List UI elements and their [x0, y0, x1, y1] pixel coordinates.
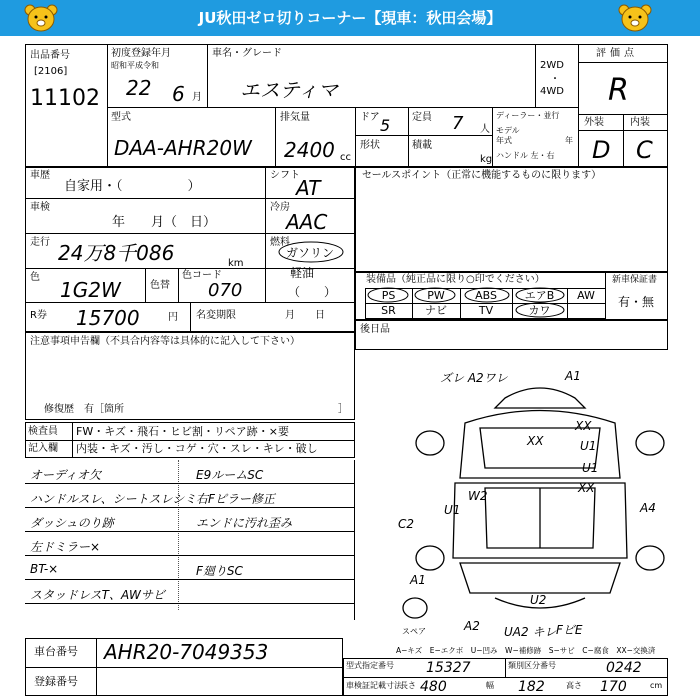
- fuel-other: （ ）: [288, 285, 337, 299]
- type-no-value: 15327: [426, 660, 471, 676]
- category-value: 0242: [606, 660, 642, 676]
- color-value: 1G2W: [60, 278, 121, 302]
- diagram-mark: A4: [640, 501, 656, 515]
- car-name-value: エスティマ: [240, 78, 338, 102]
- inspection-value: 年 月（ 日）: [112, 215, 217, 230]
- history-label: 車歴: [30, 170, 50, 181]
- diagram-mark: U1: [444, 503, 461, 517]
- capacity-unit: 人: [480, 124, 490, 135]
- bear-logo-icon: [618, 3, 652, 33]
- recycle-label: R券: [30, 310, 47, 321]
- diagram-mark: A1: [565, 369, 581, 383]
- header-title: JU秋田ゼロ切りコーナー【現車：秋田会場】: [198, 9, 502, 27]
- equip-abs: ABS: [475, 289, 497, 302]
- lot-label: 出品番号: [30, 50, 70, 61]
- inspector-label2: 記入欄: [28, 443, 58, 454]
- doors-value: 5: [380, 116, 391, 135]
- diagram-mark: XX: [575, 419, 592, 433]
- remark-left: オーディオ欠: [30, 468, 102, 482]
- equip-leather: カワ: [528, 304, 551, 317]
- load-unit: kg: [480, 154, 493, 165]
- diagram-mark: U1: [582, 461, 599, 475]
- capacity-label: 定員: [412, 112, 432, 123]
- width-value: 182: [518, 679, 545, 695]
- sales-point-label: セールスポイント（正常に機能するものに限ります）: [362, 170, 602, 181]
- first-reg-year: 22: [126, 76, 152, 100]
- remark-left: 左ドミラー×: [30, 540, 101, 554]
- drive-dot: ・: [550, 74, 560, 85]
- bear-logo-icon: [24, 3, 58, 33]
- sales-point-box: [355, 167, 668, 272]
- color-swap-label: 色替: [150, 280, 170, 291]
- diagram-mark: U1: [580, 439, 597, 453]
- remark-left: BT-×: [30, 562, 59, 576]
- inspector-line2: 内装・キズ・汚し・コゲ・穴・スレ・キレ・破し: [76, 442, 318, 455]
- spare-label: スペア: [402, 627, 426, 636]
- month-unit: 月: [192, 92, 202, 103]
- name-change-label: 名変期限: [196, 310, 236, 321]
- remark-left: ダッシュのり跡: [30, 516, 114, 530]
- name-change-value: 月 日: [285, 310, 325, 321]
- chassis-label: 車台番号: [34, 645, 78, 658]
- diagram-mark: XX: [527, 434, 544, 448]
- chassis-value: AHR20-7049353: [104, 640, 269, 664]
- handle-label: ハンドル 左・右: [496, 151, 555, 160]
- model-value: DAA-AHR20W: [114, 136, 252, 160]
- height-value: 170: [600, 679, 627, 695]
- remark-right: エンドに汚れ歪み: [196, 516, 293, 530]
- cooling-value: AAC: [286, 210, 328, 234]
- fuel-circle-mark: [276, 240, 346, 264]
- grade-value: R: [608, 73, 629, 108]
- width-label: 幅: [486, 681, 494, 690]
- equip-aw: AW: [577, 289, 595, 302]
- diagram-mark: FビE: [556, 623, 583, 637]
- drive-4wd: 4WD: [540, 86, 564, 97]
- inspector-label: 検査員: [28, 426, 58, 437]
- fuel-gas: ガソリン: [286, 246, 335, 260]
- size-unit: cm: [650, 681, 663, 690]
- first-reg-month: 6: [172, 82, 185, 106]
- int-value: C: [636, 136, 653, 164]
- remark-right: 右Fピラー修正: [196, 492, 275, 506]
- cooling-label: 冷房: [270, 202, 290, 213]
- mileage-label: 走行: [30, 237, 50, 248]
- dealer-label: ディーラー・並行: [496, 111, 560, 120]
- model-year-label: モデル: [496, 126, 520, 135]
- size-label: 車検証記載寸法: [346, 681, 402, 690]
- inspector-line1: FW・キズ・飛石・ヒビ割・リペア跡・×要: [76, 425, 289, 438]
- height-label: 高さ: [566, 681, 582, 690]
- remark-left: ハンドルスレ、シートスレシミ: [30, 492, 197, 506]
- displacement-label: 排気量: [280, 112, 310, 123]
- equip-sr: SR: [381, 304, 396, 317]
- length-value: 480: [420, 679, 447, 695]
- equip-ps: PS: [381, 289, 396, 302]
- lot-sub: [2106]: [34, 66, 68, 77]
- car-name-label: 車名・グレード: [212, 48, 282, 59]
- seats-box: [355, 320, 668, 350]
- capacity-value: 7: [452, 113, 464, 134]
- remark-right: F廻りSC: [196, 564, 243, 578]
- equip-navi: ナビ: [425, 304, 447, 317]
- seats-label: 後日品: [360, 324, 390, 335]
- equip-airbag: エアB: [524, 289, 555, 302]
- inspection-label: 車検: [30, 202, 50, 213]
- mileage-unit: km: [228, 258, 244, 269]
- type-no-label: 型式指定番号: [346, 661, 394, 670]
- year-label: 年式: [496, 136, 512, 145]
- shift-label: シフト: [270, 170, 300, 181]
- equip-tv: TV: [478, 304, 494, 317]
- length-label: 長さ: [400, 681, 416, 690]
- model-label: 型式: [111, 112, 131, 123]
- recycle-value: 15700: [76, 306, 140, 330]
- diagram-mark: C2: [398, 517, 415, 531]
- registration-label: 登録番号: [34, 675, 78, 688]
- ext-label: 外装: [584, 117, 604, 128]
- warranty-value: 有・無: [618, 295, 655, 309]
- first-reg-eras: 昭和平成令和: [111, 61, 159, 70]
- diagram-mark: A1: [410, 573, 426, 587]
- mileage-value: 24万8千086: [58, 241, 175, 265]
- color-label: 色: [30, 272, 40, 283]
- diagram-mark: W2: [468, 489, 488, 503]
- color-code-label: 色コード: [182, 270, 222, 281]
- diagram-mark: UA2 キレ: [504, 625, 557, 639]
- repair-end: ］: [338, 404, 348, 415]
- recycle-unit: 円: [168, 312, 178, 323]
- fuel-diesel: 軽油: [290, 266, 315, 280]
- displacement-value: 2400: [284, 138, 335, 162]
- remark-left: スタッドレスT、AWサビ: [30, 588, 165, 602]
- diagram-mark: A2: [464, 619, 480, 633]
- load-label: 積載: [412, 140, 432, 151]
- displacement-unit: cc: [340, 152, 351, 163]
- warranty-label: 新車保証書: [612, 275, 658, 285]
- diagram-mark: XX: [578, 481, 595, 495]
- drive-2wd: 2WD: [540, 60, 564, 71]
- equipment-circle-marks: [365, 286, 605, 320]
- diagram-mark: U2: [530, 593, 547, 607]
- repair-label: 修復歴 有［箇所: [44, 404, 124, 415]
- year-unit: 年: [565, 136, 573, 145]
- history-value: 自家用・（ ）: [64, 179, 201, 194]
- shape-label: 形状: [360, 140, 380, 151]
- diagram-mark: ズレ A2ワレ: [440, 371, 508, 385]
- int-label: 内装: [630, 117, 650, 128]
- damage-legend: A−キズ E−エクボ U−凹み W−補修跡 S−サビ C−腐食 XX−交換済: [396, 646, 656, 655]
- first-reg-label: 初度登録年月: [111, 48, 171, 59]
- category-label: 類別区分番号: [508, 661, 556, 670]
- equip-pw: PW: [427, 289, 445, 302]
- grade-label: 評価点: [596, 48, 638, 59]
- remark-right: E9ルームSC: [196, 468, 264, 482]
- ext-value: D: [592, 136, 611, 164]
- lot-number: 11102: [30, 86, 100, 111]
- color-code-value: 070: [208, 280, 243, 301]
- shift-value: AT: [296, 176, 321, 200]
- fuel-label: 燃料: [270, 237, 290, 248]
- doors-label: ドア: [360, 112, 380, 123]
- equipment-label: 装備品（純正品に限り○印でください）: [366, 274, 545, 285]
- notes-label: 注意事項申告欄（不具合内容等は具体的に記入して下さい）: [30, 336, 300, 347]
